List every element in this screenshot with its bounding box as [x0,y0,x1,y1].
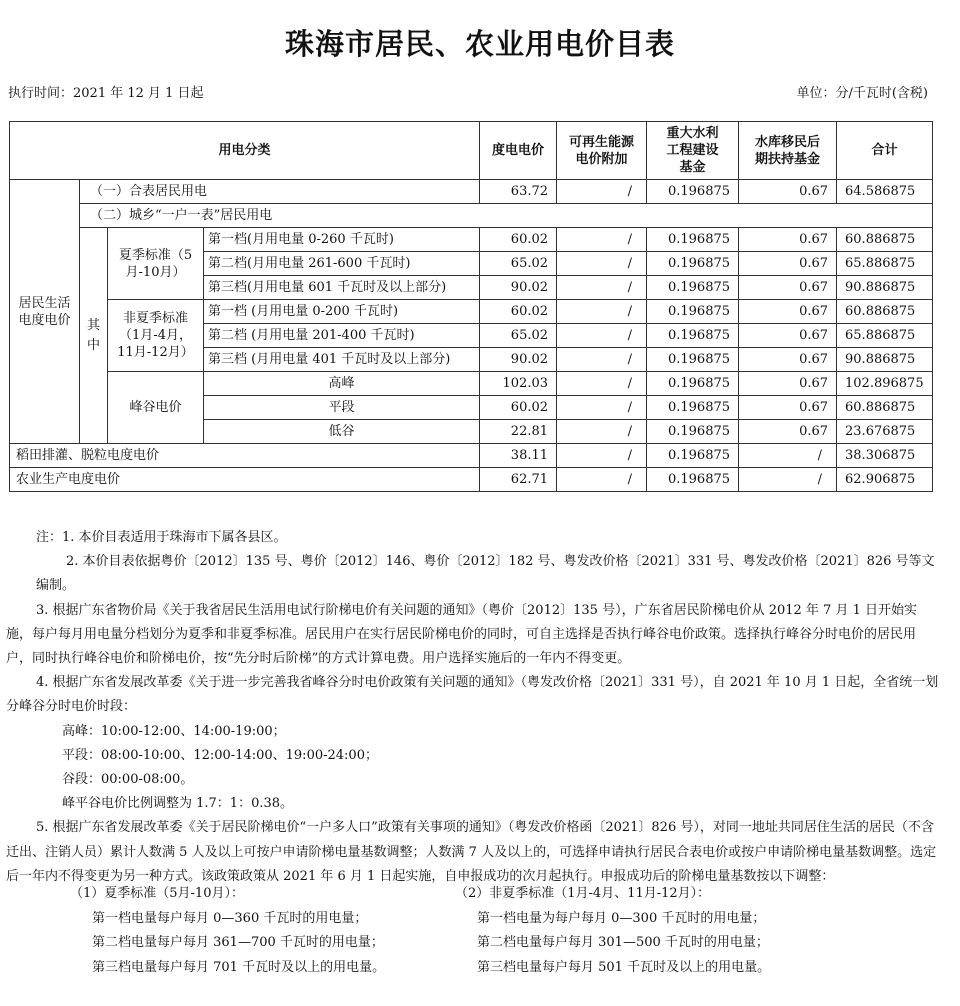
tier-label: 第三档 (月用电量 401 千瓦时及以上部分) [204,348,480,372]
notes-section [6,526,940,889]
peak-time: 高峰：10:00-12:00、14:00-19:00； [62,723,286,739]
reservoir-cell: 0.67 [739,252,837,276]
table-row [10,444,933,468]
renewable-cell: / [557,468,647,492]
tier-label: 第二档(月用电量 261-600 千瓦时) [204,252,480,276]
non-summer-adjust-tier1: 第一档电量为每户每月 0—300 千瓦时的用电量； [477,910,766,926]
total-cell: 60.886875 [837,396,933,420]
total-cell: 65.886875 [837,324,933,348]
ratio-note: 峰平谷电价比例调整为 1.7：1：0.38。 [62,796,294,812]
tier-label: 第一档 (月用电量 0-200 千瓦时) [204,300,480,324]
reservoir-cell: 0.67 [739,180,837,204]
price-cell: 65.02 [480,252,557,276]
tier-label: 第二档 (月用电量 201-400 千瓦时) [204,324,480,348]
renewable-cell: / [557,300,647,324]
renewable-cell: / [557,348,647,372]
water-cell: 0.196875 [647,180,739,204]
summer-adjust-tier2: 第二档电量每户每月 361—700 千瓦时的用电量； [92,935,384,950]
non-summer-adjustment [455,882,770,980]
water-cell: 0.196875 [647,252,739,276]
summer-adjust-head: （1）夏季标准（5月-10月）： [70,886,244,901]
water-cell: 0.196875 [647,324,739,348]
renewable-cell: / [557,444,647,468]
reservoir-cell: 0.67 [739,420,837,444]
reservoir-cell: 0.67 [739,348,837,372]
header-water: 重大水利工程建设基金 [647,122,739,180]
price-table [9,121,933,492]
total-cell: 62.906875 [837,468,933,492]
price-cell: 102.03 [480,372,557,396]
price-cell: 62.71 [480,468,557,492]
header-renewable: 可再生能源电价附加 [557,122,647,180]
tier-label: 第一档(月用电量 0-260 千瓦时) [204,228,480,252]
note-1: 注：1. 本价目表适用于珠海市下属各县区。 [36,530,287,545]
price-cell: 90.02 [480,276,557,300]
note-3: 3. 根据广东省物价局《关于我省居民生活用电试行阶梯电价有关问题的通知》（粤价〔2012〕135 号），广东省居民阶梯电价从 2012 年 7 月 1 日开始实施，每户每月用电量分档划分为夏季和非夏季标准。居民用户在实行居民阶梯电价的同时，可自主选择是否执行峰谷电价政策。选择执行峰谷分时电价的居民用户，同时执行峰谷电价和阶梯电价，按“先分时后阶梯”的方式计算电费。用户选择实施后的一年内不得变更。 [6,602,917,667]
total-cell: 38.306875 [837,444,933,468]
price-cell: 90.02 [480,348,557,372]
water-cell: 0.196875 [647,348,739,372]
summer-adjustment [70,882,385,980]
resident-label: 居民生活电度电价 [10,180,80,444]
water-cell: 0.196875 [647,372,739,396]
table-header-row [10,122,933,180]
total-cell: 102.896875 [837,372,933,396]
reservoir-cell: / [739,444,837,468]
unit-label: 单位：分/千瓦时(含税) [796,86,928,101]
agriculture-label: 农业生产电度电价 [10,468,480,492]
water-cell: 0.196875 [647,300,739,324]
summer-label: 夏季标准（5月-10月） [108,228,204,300]
non-summer-adjust-tier3: 第三档电量每户每月 501 千瓦时及以上的用电量。 [477,959,771,975]
tou-period-label: 高峰 [204,372,480,396]
water-cell: 0.196875 [647,228,739,252]
total-cell: 23.676875 [837,420,933,444]
renewable-cell: / [557,228,647,252]
water-cell: 0.196875 [647,468,739,492]
renewable-cell: / [557,372,647,396]
summer-adjust-tier1: 第一档电量每户每月 0—360 千瓦时的用电量； [92,910,368,926]
header-category: 用电分类 [10,122,480,180]
non-summer-label: 非夏季标准（1月-4月，11月-12月） [108,300,204,372]
qizhong-label: 其中 [80,228,108,444]
tou-label: 峰谷电价 [108,372,204,444]
price-cell: 63.72 [480,180,557,204]
summer-adjust-tier3: 第三档电量每户每月 701 千瓦时及以上的用电量。 [92,959,386,975]
price-cell: 60.02 [480,396,557,420]
reservoir-cell: / [739,468,837,492]
total-cell: 90.886875 [837,276,933,300]
renewable-cell: / [557,180,647,204]
tou-period-label: 平段 [204,396,480,420]
renewable-cell: / [557,396,647,420]
water-cell: 0.196875 [647,276,739,300]
renewable-cell: / [557,324,647,348]
reservoir-cell: 0.67 [739,300,837,324]
table-row [10,180,933,204]
reservoir-cell: 0.67 [739,276,837,300]
renewable-cell: / [557,276,647,300]
table-row [10,228,933,252]
one-meter-label: （二）城乡“一户一表”居民用电 [80,204,933,228]
renewable-cell: / [557,420,647,444]
reservoir-cell: 0.67 [739,372,837,396]
tier-label: 第三档(月用电量 601 千瓦时及以上部分) [204,276,480,300]
flat-time: 平段：08:00-10:00、12:00-14:00、19:00-24:00； [62,747,378,763]
non-summer-adjust-head: （2）非夏季标准（1月-4月、11月-12月）： [455,886,711,901]
total-cell: 65.886875 [837,252,933,276]
note-2: 2. 本价目表依据粤价〔2012〕135 号、粤价〔2012〕146、粤价〔2012〕182 号、粤发改价格〔2021〕331 号、粤发改价格〔2021〕826 号等文编制。 [36,554,935,594]
water-cell: 0.196875 [647,396,739,420]
price-cell: 60.02 [480,228,557,252]
total-cell: 64.586875 [837,180,933,204]
note-5: 5. 根据广东省发展改革委《关于居民阶梯电价“一户多人口”政策有关事项的通知》（粤发改价格函〔2021〕826 号），对同一地址共同居住生活的居民（不含迁出、注销人员）累计人数满 5 人及以上可按户申请阶梯电量基数调整；人数满 7 人及以上的，可选择申请执行居民合表电价或按户申请阶梯电量基数调整。选定后一年内不得变更为另一种方式。该政策政策从 2021 年 6 月 1 日起实施，自申报成功的次月起执行。申报成功后的阶梯电量基数按以下调整： [6,820,937,884]
reservoir-cell: 0.67 [739,228,837,252]
table-row [10,372,933,396]
water-cell: 0.196875 [647,420,739,444]
price-cell: 60.02 [480,300,557,324]
header-price: 度电电价 [480,122,557,180]
reservoir-cell: 0.67 [739,396,837,420]
reservoir-cell: 0.67 [739,324,837,348]
effective-date: 执行时间：2021 年 12 月 1 日起 [8,86,204,101]
table-row [10,468,933,492]
page-title: 珠海市居民、农业用电价目表 [284,27,675,61]
valley-time: 谷段：00:00-08:00。 [62,772,194,788]
total-cell: 60.886875 [837,300,933,324]
water-cell: 0.196875 [647,444,739,468]
header-total: 合计 [837,122,933,180]
table-row [10,300,933,324]
renewable-cell: / [557,252,647,276]
note-4: 4. 根据广东省发展改革委《关于进一步完善我省峰谷分时电价政策有关问题的通知》（粤发改价格〔2021〕331 号），自 2021 年 10 月 1 日起，全省统一划分峰谷分时电价时段： [6,675,939,715]
non-summer-adjust-tier2: 第二档电量每户每月 301—500 千瓦时的用电量； [477,935,769,950]
price-cell: 22.81 [480,420,557,444]
tou-period-label: 低谷 [204,420,480,444]
header-reservoir: 水库移民后期扶持基金 [739,122,837,180]
price-cell: 65.02 [480,324,557,348]
total-cell: 60.886875 [837,228,933,252]
combined-label: （一）合表居民用电 [80,180,480,204]
table-row [10,204,933,228]
total-cell: 90.886875 [837,348,933,372]
irrigation-label: 稻田排灌、脱粒电度电价 [10,444,480,468]
price-cell: 38.11 [480,444,557,468]
